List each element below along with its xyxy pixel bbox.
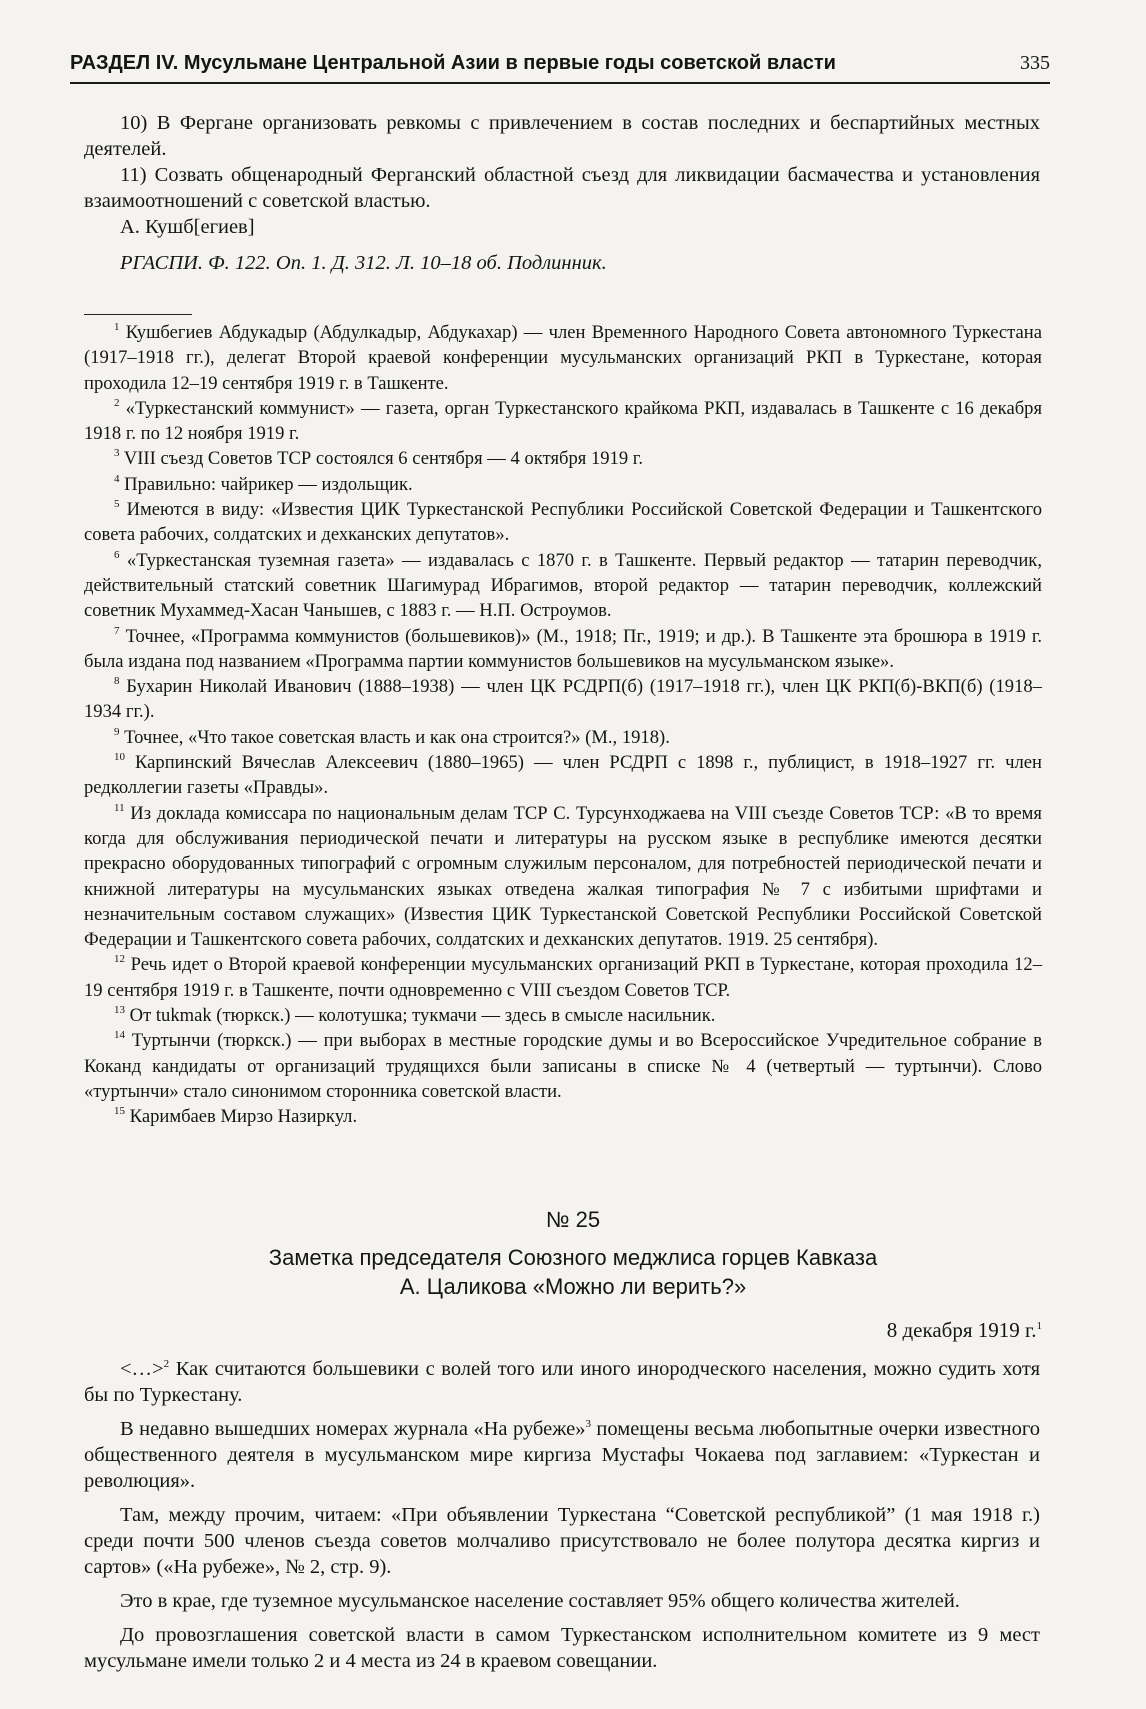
footnote-marker: 10: [114, 751, 125, 764]
footnote-text: Речь идет о Второй краевой конференции мусульманских организаций РКП в Туркестане, которая проходила 12–19 сентября 1919 г. в Ташкенте, почти одновременно с VIII съездом Советов ТСР.: [84, 954, 1042, 1001]
document-title-line: А. Цаликова «Можно ли верить?»: [399, 1274, 747, 1299]
footnote-marker: 1: [1036, 1320, 1042, 1332]
footnote-text: Точнее, «Что такое советская власть и как она строится?» (М., 1918).: [124, 726, 670, 748]
footnote-marker: 3: [114, 447, 120, 460]
paragraph-text: помещены весьма любопытные очерки известного общественного деятеля в мусульманском мире киргиза Мустафы Чокаева под заглавием: «Туркестан и революция».: [84, 1418, 1041, 1492]
footnote-1: [84, 320, 1042, 396]
signature: А. Кушб[егиев]: [120, 216, 255, 238]
body-paragraph: [84, 1416, 1040, 1494]
footnote-5: [84, 497, 1042, 548]
footnote-marker: 3: [585, 1418, 591, 1430]
page-number: 335: [1020, 52, 1050, 74]
footnote-text: «Туркестанская туземная газета» — издавалась с 1870 г. в Ташкенте. Первый редактор — татарин переводчик, действительный статский советник Шагимурад Ибрагимов, второй редактор — татарин переводчик, коллежский советник Мухаммед-Хасан Чанышев, с 1883 г. — Н.П. Остроумов.: [84, 549, 1042, 622]
footnote-text: Кушбегиев Абдукадыр (Абдулкадыр, Абдукахар) — член Временного Народного Совета автономного Туркестана (1917–1918 гг.), делегат Второй краевой конференции мусульманских организаций РКП в Туркестане, которая проходила 12–19 сентября 1919 г. в Ташкенте.: [84, 322, 1042, 394]
footnote-marker: 9: [114, 725, 120, 738]
footnote-text: Каримбаев Мирзо Назиркул.: [129, 1106, 358, 1128]
paragraph-text: Как считаются большевики с волей того или иного инородческого населения, можно судить хотя бы по Туркестану.: [84, 1358, 1040, 1406]
footnote-divider: [84, 314, 192, 315]
archive-source: РГАСПИ. Ф. 122. Оп. 1. Д. 312. Л. 10–18 об. Подлинник.: [120, 252, 607, 274]
footnote-marker: 6: [114, 548, 120, 561]
document-number: № 25: [545, 1207, 601, 1232]
body-paragraph: Это в крае, где туземное мусульманское население составляет 95% общего количества жителей.: [120, 1590, 960, 1612]
footnote-15: [84, 1104, 1042, 1129]
footnote-text: Туртынчи (тюркск.) — при выборах в местные городские думы и во Всероссийское Учредительное собрание в Коканд кандидаты от организаций трудящихся были записаны в списке № 4 (четвертый — туртынчи). Слово «туртынчи» стало синонимом сторонника советской власти.: [84, 1030, 1042, 1102]
footnote-text: Бухарин Николай Иванович (1888–1938) — член ЦК РСДРП(б) (1917–1918 гг.), член ЦК РКП(б)-ВКП(б) (1918–1934 гг.).: [84, 676, 1042, 723]
body-paragraph: До провозглашения советской власти в самом Туркестанском исполнительном комитете из 9 мест мусульмане имели только 2 и 4 места из 24 в краевом совещании.: [84, 1624, 1040, 1672]
footnote-marker: 14: [114, 1029, 125, 1042]
footnote-marker: 13: [114, 1004, 125, 1017]
footnote-text: «Туркестанский коммунист» — газета, орган Туркестанского крайкома РКП, издавалась в Ташкенте с 16 декабря 1918 г. по 12 ноября 1919 г.: [84, 397, 1043, 445]
footnote-6: [84, 548, 1042, 624]
document-date: [887, 1318, 1042, 1343]
top-text: [84, 110, 1040, 276]
footnote-text: Правильно: чайрикер — издольщик.: [124, 473, 413, 495]
page-header: [70, 48, 1050, 84]
footnote-marker: 15: [114, 1105, 125, 1118]
footnote-14: [84, 1028, 1042, 1104]
paragraph-10: 10) В Фергане организовать ревкомы с привлечением в состав последних и беспартийных местных деятелей.: [84, 112, 1040, 160]
footnote-marker: 4: [114, 472, 120, 485]
footnotes: [84, 320, 1042, 1130]
footnote-text: Точнее, «Программа коммунистов (большевиков)» (М., 1918; Пг., 1919; и др.). В Ташкенте эта брошюра в 1919 г. была издана под названием «Программа партии коммунистов большевиков на мусульманском языке».: [84, 625, 1042, 672]
footnote-text: Имеются в виду: «Известия ЦИК Туркестанской Республики Российской Советской Федерации и Ташкентского совета рабочих, солдатских и дехканских депутатов».: [84, 499, 1042, 546]
footnote-8: [84, 674, 1042, 725]
footnote-marker: 2: [163, 1358, 170, 1370]
footnote-marker: 2: [114, 396, 120, 409]
omission-mark: <…>: [120, 1358, 164, 1380]
date-text: 8 декабря 1919 г.: [886, 1318, 1037, 1342]
footnote-marker: 1: [114, 321, 120, 333]
body-paragraph: Там, между прочим, читаем: «При объявлении Туркестана “Советской республикой” (1 мая 1918 г.) среди почти 500 членов съезда советов молчаливо присутствовало не более полутора десятка киргиз и сартов» («На рубеже», № 2, стр. 9).: [84, 1504, 1040, 1578]
body-paragraph: [84, 1356, 1040, 1408]
footnote-text: От tukmak (тюркск.) — колотушка; тукмачи — здесь в смысле насильник.: [129, 1005, 716, 1027]
footnote-text: Карпинский Вячеслав Алексеевич (1880–1965) — член РСДРП с 1898 г., публицист, в 1918–1927 гг. член редколлегии газеты «Правды».: [84, 752, 1042, 799]
footnote-12: [84, 952, 1042, 1003]
footnote-marker: 8: [114, 675, 120, 688]
footnote-text: VIII съезд Советов ТСР состоялся 6 сентября — 4 октября 1919 г.: [123, 448, 643, 470]
paragraph-11: 11) Созвать общенародный Ферганский областной съезд для ликвидации басмачества и установления взаимоотношений с советской властью.: [84, 164, 1040, 212]
footnote-11: [84, 801, 1042, 953]
document-title: [0, 1243, 1146, 1301]
document-title-line: Заметка председателя Союзного меджлиса горцев Кавказа: [268, 1245, 878, 1270]
footnote-marker: 7: [114, 624, 120, 637]
footnote-2: [84, 396, 1042, 447]
footnote-4: [84, 472, 1042, 497]
footnote-3: [84, 446, 1042, 471]
footnote-13: [84, 1003, 1042, 1028]
paragraph-text: В недавно вышедших номерах журнала «На рубеже»: [120, 1418, 586, 1440]
section-title: РАЗДЕЛ IV. Мусульмане Центральной Азии в первые годы советской власти: [70, 52, 836, 74]
footnote-marker: 12: [114, 953, 125, 966]
footnote-text: Из доклада комиссара по национальным делам ТСР С. Турсунходжаева на VIII съезде Советов ТСР: «В то время когда для обслуживания периодической печати и литературы на русском языке в республике имеются десятки прекрасно оборудованных типографий с огромным служилым персоналом, для потребностей периодической печати и книжной литературы на мусульманских языках отведена жалкая типография № 7 с избитыми шрифтами и незначительным составом служащих» (Известия ЦИК Туркестанской Советской Республики Российской Советской Федерации и Ташкентского совета рабочих, солдатских и дехканских депутатов. 1919. 25 сентября).: [84, 802, 1042, 951]
footnote-7: [84, 624, 1042, 675]
document-body: [84, 1356, 1040, 1682]
footnote-9: [84, 725, 1042, 750]
footnote-10: [84, 750, 1042, 801]
footnote-marker: 11: [114, 801, 125, 814]
footnote-marker: 5: [114, 498, 120, 511]
